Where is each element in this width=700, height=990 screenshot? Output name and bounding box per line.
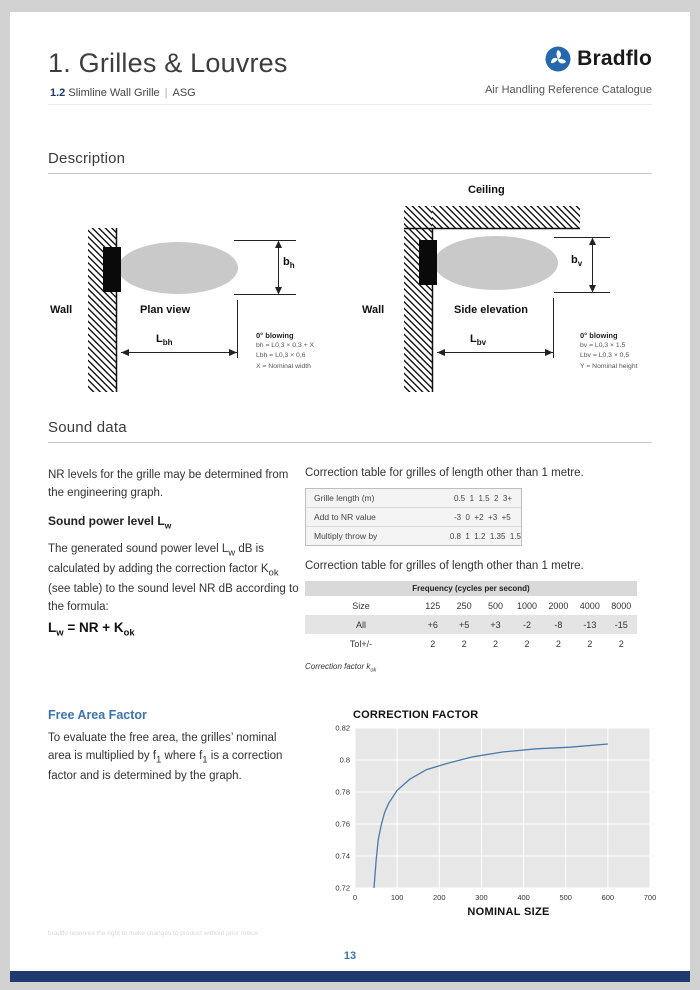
svg-text:0.76: 0.76 xyxy=(335,819,350,829)
body-text: dB is calculated by adding the correction factor K xyxy=(48,543,269,576)
svg-text:0: 0 xyxy=(352,893,358,902)
note-line: Y = Nominal height xyxy=(580,362,638,370)
col-header: 1000 xyxy=(516,600,537,611)
sound-data-heading: Sound data xyxy=(48,419,127,436)
note-title: 0° blowing xyxy=(580,331,618,340)
svg-text:0.78: 0.78 xyxy=(335,787,350,797)
heading-text: Sound power level L xyxy=(48,514,165,528)
freq-table-caption: Correction table for grilles of length other than 1 metre. xyxy=(305,560,584,572)
ceiling-label: Ceiling xyxy=(468,184,505,196)
chart-x-axis-label: NOMINAL SIZE xyxy=(467,906,550,918)
note-title: 0° blowing xyxy=(256,331,294,340)
free-area-paragraph xyxy=(48,730,296,786)
svg-text:100: 100 xyxy=(390,893,404,902)
side-elevation-caption: Side elevation xyxy=(454,304,528,316)
body-sub: ok xyxy=(268,567,279,579)
air-jet-ellipse xyxy=(434,236,558,290)
correction-factor-chart-svg xyxy=(318,722,662,912)
cell: 2 xyxy=(461,638,467,649)
catalogue-page xyxy=(10,12,690,982)
cell: -13 xyxy=(583,619,597,630)
svg-text:0.72: 0.72 xyxy=(335,883,350,893)
freq-header-row xyxy=(305,596,637,615)
freq-band-header: Frequency (cycles per second) xyxy=(305,581,637,596)
table-row xyxy=(306,527,521,545)
air-jet-ellipse xyxy=(118,242,238,294)
heading-sub: w xyxy=(164,520,172,531)
col-header: 2000 xyxy=(548,600,569,611)
sound-power-heading xyxy=(48,514,171,530)
plan-view-diagram xyxy=(48,184,348,399)
svg-text:700: 700 xyxy=(643,893,657,902)
body-text: is a correction factor and is determined by the graph. xyxy=(48,749,283,782)
bradflo-logo-icon xyxy=(545,46,571,72)
cell: 2 xyxy=(618,638,624,649)
footer-disclaimer: bradflo reserves the right to make changes to product without prior notice xyxy=(48,930,259,937)
formula-text: L xyxy=(48,620,57,635)
body-text: The generated sound power level L xyxy=(48,543,229,555)
note-line: X = Nominal width xyxy=(256,362,311,370)
svg-text:200: 200 xyxy=(433,893,446,902)
row-label: Grille length (m) xyxy=(314,493,375,503)
dim-lbh-label xyxy=(156,333,173,347)
cell: +5 xyxy=(459,619,470,630)
side-elevation-diagram xyxy=(358,184,668,399)
section-number: 1.2 xyxy=(50,87,66,99)
formula-text: = NR + K xyxy=(63,620,124,635)
row-label: Multiply throw by xyxy=(314,531,378,541)
footnote-text: Correction factor k xyxy=(305,662,371,671)
free-area-heading: Free Area Factor xyxy=(48,708,147,722)
cell: +6 xyxy=(427,619,438,630)
cell: 2 xyxy=(524,638,530,649)
svg-text:600: 600 xyxy=(601,893,615,902)
brand-logo xyxy=(545,46,652,72)
body-text: To evaluate the free area, the grilles’ nominal area is multiplied by f xyxy=(48,732,277,762)
plan-view-notes xyxy=(256,330,348,372)
dim-bh-label xyxy=(283,256,295,270)
dim-sub: bh xyxy=(162,338,173,348)
col-header: 8000 xyxy=(611,600,632,611)
table-row xyxy=(305,634,637,653)
sound-intro-paragraph: NR levels for the grille may be determined from the engineering graph. xyxy=(48,469,289,499)
row-values: 0.8 1 1.2 1.35 1.5 xyxy=(449,531,521,541)
svg-text:0.8: 0.8 xyxy=(339,755,350,765)
header-divider xyxy=(48,104,652,105)
dim-sub: bv xyxy=(476,338,487,348)
description-heading: Description xyxy=(48,150,126,167)
dim-sub: v xyxy=(577,259,583,269)
chart-title: CORRECTION FACTOR xyxy=(353,709,479,721)
freq-table-footnote xyxy=(305,662,376,674)
cell: -15 xyxy=(614,619,628,630)
formula-sub: w xyxy=(56,627,64,639)
col-header: 500 xyxy=(488,600,504,611)
formula-sub: ok xyxy=(123,627,135,639)
wall-label: Wall xyxy=(50,304,73,316)
col-header: 4000 xyxy=(579,600,600,611)
row-values: 0.5 1 1.5 2 3+ xyxy=(454,493,513,503)
footer-bar xyxy=(10,971,690,982)
row-values: -3 0 +2 +3 +5 xyxy=(454,512,511,522)
sound-data-divider xyxy=(48,442,652,443)
svg-text:400: 400 xyxy=(517,893,530,902)
note-line: bv = L0,3 × 1.5 xyxy=(580,342,626,350)
cell: 2 xyxy=(555,638,561,649)
cell: -8 xyxy=(554,619,563,630)
dim-main: b xyxy=(283,256,290,268)
page-number: 13 xyxy=(343,950,357,962)
product-code: ASG xyxy=(172,87,196,99)
body-sub: 1 xyxy=(202,754,208,766)
dim-main: L xyxy=(156,333,163,345)
dim-sub: h xyxy=(289,261,295,271)
sound-body-paragraph xyxy=(48,541,303,617)
dim-bv-label xyxy=(571,254,582,268)
correction-factor-chart xyxy=(318,722,662,912)
section-name: Slimline Wall Grille xyxy=(68,87,160,99)
cell: Tol+/- xyxy=(349,638,373,649)
grille-block xyxy=(103,247,121,292)
brand-tagline: Air Handling Reference Catalogue xyxy=(485,84,652,96)
svg-text:500: 500 xyxy=(559,893,572,902)
row-label: Add to NR value xyxy=(314,512,376,522)
body-sub: w xyxy=(228,547,236,559)
length-table-caption: Correction table for grilles of length other than 1 metre. xyxy=(305,467,584,479)
body-text: (see table) to the sound level NR dB according to the formula: xyxy=(48,583,299,614)
col-header: 125 xyxy=(425,600,441,611)
grille-block xyxy=(419,240,437,285)
plan-view-caption: Plan view xyxy=(140,304,191,316)
col-header: 250 xyxy=(456,600,472,611)
frequency-correction-table xyxy=(305,581,637,653)
dim-lbv-label xyxy=(470,333,486,347)
body-text: where f xyxy=(161,749,203,762)
svg-text:0.82: 0.82 xyxy=(335,723,350,733)
cell: 2 xyxy=(430,638,436,649)
cell: -2 xyxy=(522,619,531,630)
cell: 2 xyxy=(493,638,499,649)
body-sub: 1 xyxy=(156,754,162,766)
side-elevation-notes xyxy=(580,330,668,372)
subtitle-separator: | xyxy=(164,87,168,99)
cell: All xyxy=(355,619,366,630)
length-correction-table xyxy=(305,488,522,546)
page-subtitle xyxy=(50,87,196,99)
note-line: Lbv = L0,3 × 0,5 xyxy=(580,352,630,360)
dim-main: b xyxy=(571,254,578,266)
dim-main: L xyxy=(470,333,477,345)
cell: 2 xyxy=(587,638,593,649)
table-row xyxy=(305,615,637,634)
wall-label: Wall xyxy=(362,304,385,316)
table-row xyxy=(306,508,521,527)
cell: +3 xyxy=(490,619,501,630)
note-line: Lbh = L0,3 × 0,6 xyxy=(256,352,306,360)
footnote-sub: ok xyxy=(370,667,377,674)
table-row xyxy=(306,489,521,508)
note-line: bh = L0,3 × 0.3 + X xyxy=(256,342,315,350)
col-header: Size xyxy=(352,600,370,611)
svg-text:300: 300 xyxy=(475,893,488,902)
description-divider xyxy=(48,173,652,174)
page-title: 1. Grilles & Louvres xyxy=(48,48,288,78)
sound-power-formula xyxy=(48,620,135,639)
brand-name: Bradflo xyxy=(577,47,652,70)
svg-text:0.74: 0.74 xyxy=(335,851,350,861)
